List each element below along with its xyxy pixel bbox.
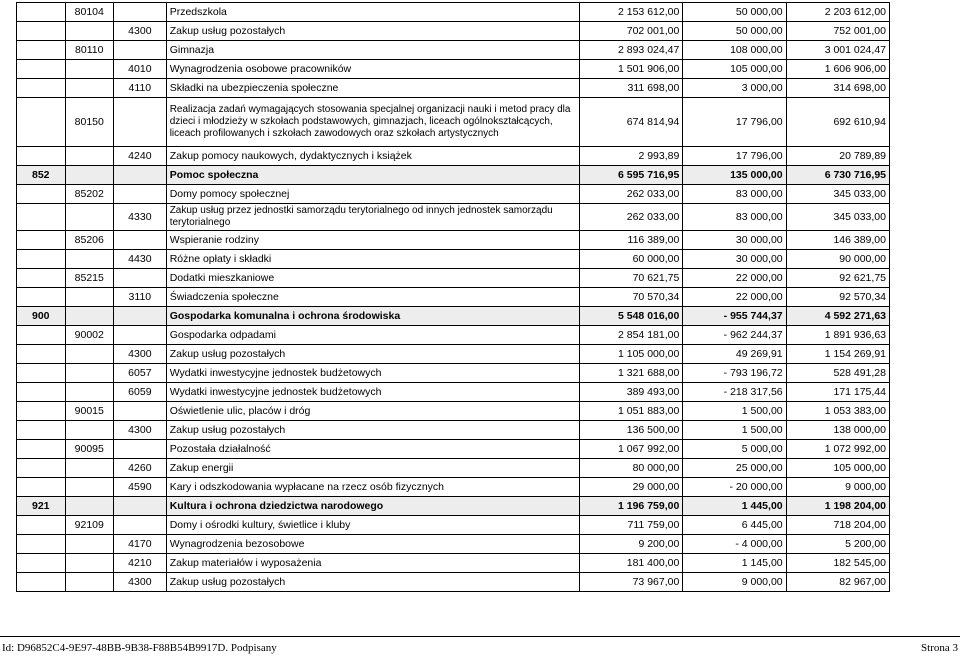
rozdzial-code-cell [65,383,114,402]
plan-before-cell: 2 854 181,00 [580,326,683,345]
budget-table-body [17,3,890,592]
change-cell: 1 500,00 [683,421,786,440]
paragraf-code-cell [114,497,167,516]
rozdzial-code-cell [65,573,114,592]
dzial-code-cell [17,364,66,383]
paragraf-code-cell: 4260 [114,459,167,478]
rozdzial-code-cell [65,147,114,166]
item-name-cell: Wydatki inwestycyjne jednostek budżetowych [166,383,579,402]
plan-before-cell: 711 759,00 [580,516,683,535]
dzial-code-cell [17,231,66,250]
plan-before-cell: 1 105 000,00 [580,345,683,364]
dzial-code-cell [17,440,66,459]
change-cell: 6 445,00 [683,516,786,535]
plan-after-cell: 90 000,00 [786,250,889,269]
dzial-code-cell [17,3,66,22]
table-row [17,440,890,459]
change-cell: 22 000,00 [683,269,786,288]
dzial-code-cell: 921 [17,497,66,516]
item-name-cell: Gospodarka odpadami [166,326,579,345]
plan-before-cell: 60 000,00 [580,250,683,269]
item-name-cell: Domy pomocy społecznej [166,185,579,204]
paragraf-code-cell: 4300 [114,345,167,364]
change-cell: 108 000,00 [683,41,786,60]
plan-before-cell: 136 500,00 [580,421,683,440]
table-row [17,497,890,516]
plan-after-cell: 92 621,75 [786,269,889,288]
plan-after-cell: 171 175,44 [786,383,889,402]
paragraf-code-cell [114,98,167,147]
paragraf-code-cell: 4110 [114,79,167,98]
table-row [17,79,890,98]
rozdzial-code-cell [65,364,114,383]
table-row [17,288,890,307]
dzial-code-cell: 852 [17,166,66,185]
table-row [17,22,890,41]
rozdzial-code-cell [65,459,114,478]
rozdzial-code-cell [65,166,114,185]
change-cell: 17 796,00 [683,98,786,147]
paragraf-code-cell [114,307,167,326]
item-name-cell: Wynagrodzenia bezosobowe [166,535,579,554]
table-row [17,204,890,231]
paragraf-code-cell [114,231,167,250]
paragraf-code-cell [114,166,167,185]
plan-before-cell: 181 400,00 [580,554,683,573]
plan-after-cell: 6 730 716,95 [786,166,889,185]
plan-after-cell: 5 200,00 [786,535,889,554]
dzial-code-cell: 900 [17,307,66,326]
change-cell: 25 000,00 [683,459,786,478]
budget-table [16,2,890,592]
change-cell: 30 000,00 [683,250,786,269]
plan-after-cell: 528 491,28 [786,364,889,383]
plan-after-cell: 1 072 992,00 [786,440,889,459]
item-name-cell: Realizacja zadań wymagających stosowania specjalnej organizacji nauki i metod pracy dla dzieci i młodzieży w szkołach podstawowych, gimnazjach, liceach ogólnokształcących, liceach profilowanych i szkołach zawodowych oraz szkołach artystycznych [166,98,579,147]
rozdzial-code-cell: 85202 [65,185,114,204]
footer-divider [0,636,960,637]
table-row [17,516,890,535]
paragraf-code-cell: 4210 [114,554,167,573]
table-row [17,231,890,250]
change-cell: - 20 000,00 [683,478,786,497]
plan-before-cell: 1 196 759,00 [580,497,683,516]
plan-before-cell: 702 001,00 [580,22,683,41]
table-row [17,383,890,402]
plan-before-cell: 2 893 024,47 [580,41,683,60]
item-name-cell: Wspieranie rodziny [166,231,579,250]
change-cell: 1 145,00 [683,554,786,573]
dzial-code-cell [17,554,66,573]
plan-before-cell: 389 493,00 [580,383,683,402]
plan-before-cell: 311 698,00 [580,79,683,98]
change-cell: 105 000,00 [683,60,786,79]
plan-after-cell: 2 203 612,00 [786,3,889,22]
paragraf-code-cell [114,326,167,345]
plan-before-cell: 674 814,94 [580,98,683,147]
item-name-cell: Wydatki inwestycyjne jednostek budżetowych [166,364,579,383]
paragraf-code-cell [114,269,167,288]
paragraf-code-cell [114,3,167,22]
plan-after-cell: 1 053 383,00 [786,402,889,421]
paragraf-code-cell: 4300 [114,421,167,440]
rozdzial-code-cell [65,345,114,364]
plan-before-cell: 70 570,34 [580,288,683,307]
item-name-cell: Zakup usług pozostałych [166,22,579,41]
change-cell: 9 000,00 [683,573,786,592]
rozdzial-code-cell: 80110 [65,41,114,60]
table-row [17,554,890,573]
plan-after-cell: 314 698,00 [786,79,889,98]
change-cell: 135 000,00 [683,166,786,185]
item-name-cell: Kultura i ochrona dziedzictwa narodowego [166,497,579,516]
rozdzial-code-cell [65,535,114,554]
dzial-code-cell [17,22,66,41]
dzial-code-cell [17,98,66,147]
change-cell: 17 796,00 [683,147,786,166]
item-name-cell: Zakup pomocy naukowych, dydaktycznych i książek [166,147,579,166]
plan-before-cell: 73 967,00 [580,573,683,592]
dzial-code-cell [17,383,66,402]
dzial-code-cell [17,147,66,166]
plan-after-cell: 692 610,94 [786,98,889,147]
plan-before-cell: 29 000,00 [580,478,683,497]
table-row [17,166,890,185]
paragraf-code-cell: 4300 [114,573,167,592]
plan-before-cell: 2 153 612,00 [580,3,683,22]
table-row [17,3,890,22]
item-name-cell: Wynagrodzenia osobowe pracowników [166,60,579,79]
table-row [17,345,890,364]
table-row [17,60,890,79]
paragraf-code-cell: 6057 [114,364,167,383]
table-row [17,364,890,383]
table-row [17,250,890,269]
table-row [17,307,890,326]
plan-after-cell: 138 000,00 [786,421,889,440]
dzial-code-cell [17,185,66,204]
paragraf-code-cell [114,185,167,204]
item-name-cell: Składki na ubezpieczenia społeczne [166,79,579,98]
change-cell: 1 445,00 [683,497,786,516]
table-row [17,573,890,592]
change-cell: 5 000,00 [683,440,786,459]
change-cell: 30 000,00 [683,231,786,250]
plan-after-cell: 345 033,00 [786,204,889,231]
paragraf-code-cell: 4170 [114,535,167,554]
rozdzial-code-cell: 90095 [65,440,114,459]
plan-before-cell: 1 501 906,00 [580,60,683,79]
plan-after-cell: 3 001 024,47 [786,41,889,60]
change-cell: - 218 317,56 [683,383,786,402]
document-id-footer: Id: D96852C4-9E97-48BB-9B38-F88B54B9917D. Podpisany [2,642,277,654]
change-cell: 49 269,91 [683,345,786,364]
change-cell: - 962 244,37 [683,326,786,345]
page-number: Strona 3 [921,642,958,654]
plan-after-cell: 1 891 936,63 [786,326,889,345]
item-name-cell: Zakup materiałów i wyposażenia [166,554,579,573]
change-cell: - 955 744,37 [683,307,786,326]
dzial-code-cell [17,421,66,440]
item-name-cell: Gospodarka komunalna i ochrona środowiska [166,307,579,326]
table-row [17,185,890,204]
dzial-code-cell [17,535,66,554]
paragraf-code-cell [114,402,167,421]
plan-after-cell: 752 001,00 [786,22,889,41]
item-name-cell: Przedszkola [166,3,579,22]
item-name-cell: Kary i odszkodowania wypłacane na rzecz osób fizycznych [166,478,579,497]
item-name-cell: Zakup usług pozostałych [166,421,579,440]
dzial-code-cell [17,402,66,421]
paragraf-code-cell: 4590 [114,478,167,497]
table-row [17,326,890,345]
dzial-code-cell [17,478,66,497]
item-name-cell: Zakup usług przez jednostki samorządu terytorialnego od innych jednostek samorządu terytorialnego [166,204,579,231]
change-cell: 3 000,00 [683,79,786,98]
dzial-code-cell [17,79,66,98]
paragraf-code-cell: 4300 [114,22,167,41]
plan-after-cell: 1 606 906,00 [786,60,889,79]
plan-after-cell: 105 000,00 [786,459,889,478]
paragraf-code-cell [114,41,167,60]
table-row [17,535,890,554]
paragraf-code-cell: 4330 [114,204,167,231]
plan-before-cell: 262 033,00 [580,204,683,231]
item-name-cell: Oświetlenie ulic, placów i dróg [166,402,579,421]
paragraf-code-cell [114,516,167,535]
plan-before-cell: 1 321 688,00 [580,364,683,383]
rozdzial-code-cell [65,307,114,326]
dzial-code-cell [17,204,66,231]
change-cell: - 4 000,00 [683,535,786,554]
rozdzial-code-cell [65,22,114,41]
rozdzial-code-cell [65,250,114,269]
rozdzial-code-cell [65,497,114,516]
rozdzial-code-cell: 92109 [65,516,114,535]
item-name-cell: Dodatki mieszkaniowe [166,269,579,288]
item-name-cell: Zakup usług pozostałych [166,345,579,364]
dzial-code-cell [17,516,66,535]
change-cell: 1 500,00 [683,402,786,421]
table-row [17,98,890,147]
item-name-cell: Pozostała działalność [166,440,579,459]
change-cell: 83 000,00 [683,185,786,204]
rozdzial-code-cell [65,60,114,79]
table-row [17,478,890,497]
dzial-code-cell [17,250,66,269]
plan-after-cell: 82 967,00 [786,573,889,592]
plan-before-cell: 116 389,00 [580,231,683,250]
table-row [17,269,890,288]
dzial-code-cell [17,60,66,79]
dzial-code-cell [17,345,66,364]
paragraf-code-cell [114,440,167,459]
rozdzial-code-cell: 90015 [65,402,114,421]
dzial-code-cell [17,41,66,60]
rozdzial-code-cell [65,288,114,307]
item-name-cell: Różne opłaty i składki [166,250,579,269]
plan-before-cell: 1 051 883,00 [580,402,683,421]
rozdzial-code-cell: 80104 [65,3,114,22]
plan-before-cell: 80 000,00 [580,459,683,478]
table-row [17,459,890,478]
item-name-cell: Pomoc społeczna [166,166,579,185]
dzial-code-cell [17,269,66,288]
item-name-cell: Zakup usług pozostałych [166,573,579,592]
change-cell: - 793 196,72 [683,364,786,383]
rozdzial-code-cell [65,204,114,231]
change-cell: 83 000,00 [683,204,786,231]
paragraf-code-cell: 4240 [114,147,167,166]
dzial-code-cell [17,288,66,307]
table-row [17,402,890,421]
plan-before-cell: 9 200,00 [580,535,683,554]
plan-after-cell: 146 389,00 [786,231,889,250]
rozdzial-code-cell [65,421,114,440]
plan-after-cell: 92 570,34 [786,288,889,307]
change-cell: 50 000,00 [683,3,786,22]
plan-after-cell: 718 204,00 [786,516,889,535]
rozdzial-code-cell: 80150 [65,98,114,147]
plan-before-cell: 2 993,89 [580,147,683,166]
dzial-code-cell [17,573,66,592]
plan-before-cell: 5 548 016,00 [580,307,683,326]
plan-before-cell: 1 067 992,00 [580,440,683,459]
rozdzial-code-cell [65,554,114,573]
rozdzial-code-cell: 90002 [65,326,114,345]
paragraf-code-cell: 4430 [114,250,167,269]
plan-before-cell: 70 621,75 [580,269,683,288]
paragraf-code-cell: 6059 [114,383,167,402]
change-cell: 22 000,00 [683,288,786,307]
item-name-cell: Zakup energii [166,459,579,478]
paragraf-code-cell: 4010 [114,60,167,79]
item-name-cell: Domy i ośrodki kultury, świetlice i kluby [166,516,579,535]
rozdzial-code-cell: 85206 [65,231,114,250]
rozdzial-code-cell [65,478,114,497]
plan-before-cell: 6 595 716,95 [580,166,683,185]
plan-after-cell: 4 592 271,63 [786,307,889,326]
dzial-code-cell [17,459,66,478]
item-name-cell: Gimnazja [166,41,579,60]
plan-after-cell: 345 033,00 [786,185,889,204]
rozdzial-code-cell: 85215 [65,269,114,288]
item-name-cell: Świadczenia społeczne [166,288,579,307]
change-cell: 50 000,00 [683,22,786,41]
rozdzial-code-cell [65,79,114,98]
plan-after-cell: 20 789,89 [786,147,889,166]
dzial-code-cell [17,326,66,345]
table-row [17,421,890,440]
table-row [17,41,890,60]
plan-before-cell: 262 033,00 [580,185,683,204]
table-row [17,147,890,166]
plan-after-cell: 1 154 269,91 [786,345,889,364]
plan-after-cell: 1 198 204,00 [786,497,889,516]
plan-after-cell: 9 000,00 [786,478,889,497]
paragraf-code-cell: 3110 [114,288,167,307]
plan-after-cell: 182 545,00 [786,554,889,573]
